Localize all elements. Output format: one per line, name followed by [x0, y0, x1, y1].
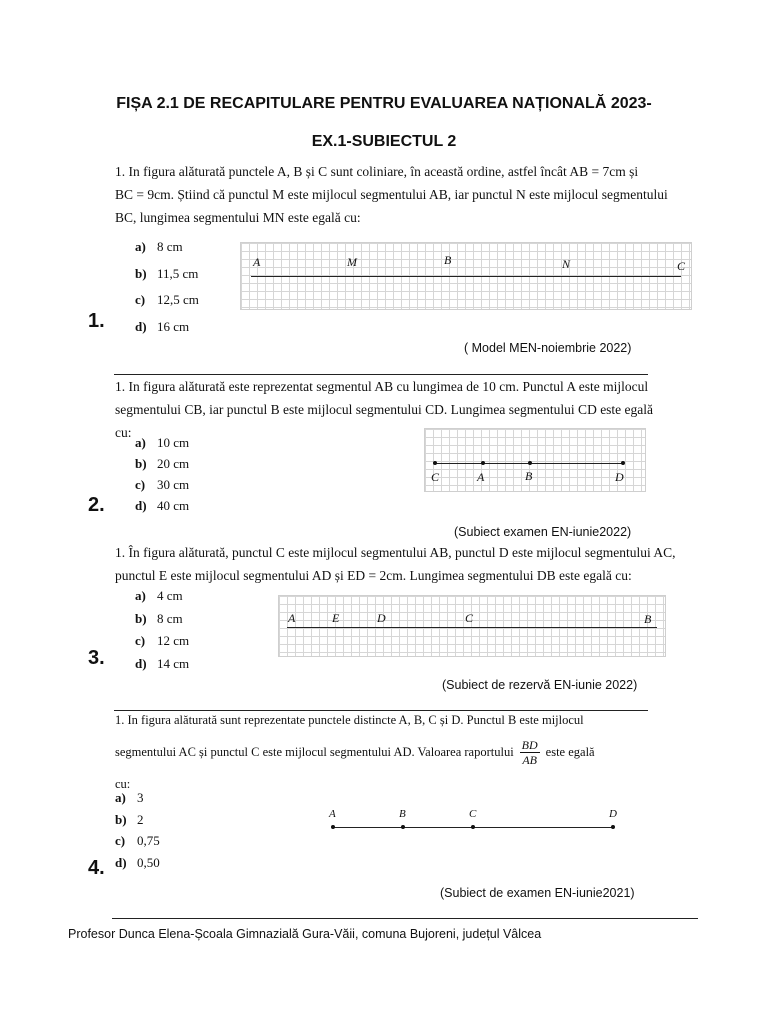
- problem-3-figure: [278, 595, 666, 657]
- point-label-d: D: [377, 611, 386, 625]
- problem-2-figure: [424, 428, 646, 492]
- option-c: c) 30 cm: [135, 477, 190, 492]
- problem-1-source: ( Model MEN-noiembrie 2022): [464, 341, 632, 355]
- point-label-d: D: [609, 808, 617, 820]
- point-label-d: D: [615, 470, 624, 484]
- option-d: d) 40 cm: [135, 498, 190, 513]
- point-label-b: B: [644, 612, 652, 626]
- problem-1-options: [135, 234, 199, 340]
- problem-4-figure: [326, 808, 626, 838]
- problem-3-options: [135, 585, 189, 675]
- point-label-a: A: [477, 470, 485, 484]
- option-a: a) 3: [115, 790, 144, 805]
- point-label-n: N: [562, 257, 571, 271]
- point-a: [481, 461, 485, 465]
- point-label-b: B: [444, 253, 452, 267]
- point-label-c: C: [677, 259, 686, 273]
- point-label-c: C: [465, 611, 474, 625]
- point-d: [621, 461, 625, 465]
- option-b: b) 11,5 cm: [135, 265, 199, 281]
- point-b: [528, 461, 532, 465]
- option-b: b) 8 cm: [135, 610, 183, 626]
- point-b: [401, 825, 405, 829]
- footer-divider: [112, 918, 698, 919]
- problem-4-options: [115, 787, 160, 873]
- footer-author: Profesor Dunca Elena-Școala Gimnazială Gura-Văii, comuna Bujoreni, județul Vâlcea: [68, 927, 542, 941]
- option-b: b) 2: [115, 811, 144, 827]
- problem-3-text: 1. În figura alăturată, punctul C este mijlocul segmentului AB, punctul D este mijlocul segmentului AC, punctul E este mijlocul segmentului AD și ED = 2cm. Lungimea segmentului DB este egală cu:: [115, 545, 676, 583]
- point-label-e: E: [332, 611, 340, 625]
- point-d: [611, 825, 615, 829]
- problem-4-text: 1. In figura alăturată sunt reprezentate punctele distincte A, B, C și D. Punctul B este mijlocul segmentului AC și punctul C este mijlocul segmentului AD. Valoarea raportului $\frac{BD}{AB}$ este egală cu:: [115, 713, 595, 791]
- problem-4-number: 4.: [88, 857, 105, 879]
- problem-1-text: 1. In figura alăturată punctele A, B și C sunt coliniare, în această ordine, astfel încât AB = 7cm și BC = 9cm. Știind că punctul M este mijlocul segmentului AB, iar punctul N este mijlocul segmentului BC, lungimea segmentului MN este egală cu:: [115, 164, 668, 225]
- page-title: FIȘA 2.1 DE RECAPITULARE PENTRU EVALUAREA NAȚIONALĂ 2023-: [116, 95, 652, 112]
- problem-2-source: (Subiect examen EN-iunie2022): [454, 525, 632, 539]
- point-a: [331, 825, 335, 829]
- point-label-a: A: [253, 255, 261, 269]
- point-label-m: M: [347, 255, 357, 269]
- point-c: [471, 825, 475, 829]
- segment-line: [251, 276, 681, 277]
- page-subtitle: EX.1-SUBIECTUL 2: [311, 133, 457, 150]
- problem-3-number: 3.: [88, 647, 105, 669]
- option-a: a) 4 cm: [135, 588, 183, 603]
- point-label-b: B: [525, 469, 533, 483]
- problem-2-number: 2.: [88, 494, 105, 516]
- point-label-c: C: [431, 470, 440, 484]
- point-label-c: C: [469, 808, 477, 820]
- point-label-b: B: [399, 808, 406, 820]
- problem-2-options: [135, 432, 189, 516]
- problem-1-number: 1.: [88, 310, 105, 332]
- option-d: d) 14 cm: [135, 655, 190, 671]
- segment-line: [287, 627, 657, 628]
- option-c: c) 0,75: [115, 833, 160, 848]
- option-b: b) 20 cm: [135, 456, 190, 471]
- option-c: c) 12,5 cm: [135, 292, 199, 307]
- problem-2-text: 1. In figura alăturată este reprezentat segmentul AB cu lungimea de 10 cm. Punctul A este mijlocul segmentului CB, iar punctul B este mijlocul segmentului CD. Lungimea segmentului CD este egală cu:: [115, 379, 654, 440]
- option-d: d) 0,50: [115, 854, 160, 870]
- point-label-a: A: [288, 611, 296, 625]
- point-label-a: A: [329, 808, 336, 820]
- problem-1-figure: [240, 242, 692, 310]
- option-c: c) 12 cm: [135, 633, 190, 648]
- fraction-bd-ab: $\frac{BD}{AB}$: [521, 738, 538, 767]
- point-c: [433, 461, 437, 465]
- option-a: a) 8 cm: [135, 239, 183, 254]
- option-d: d) 16 cm: [135, 318, 190, 334]
- option-a: a) 10 cm: [135, 435, 190, 450]
- problem-4-source: (Subiect de examen EN-iunie2021): [440, 886, 635, 900]
- problem-3-source: (Subiect de rezervă EN-iunie 2022): [442, 678, 638, 692]
